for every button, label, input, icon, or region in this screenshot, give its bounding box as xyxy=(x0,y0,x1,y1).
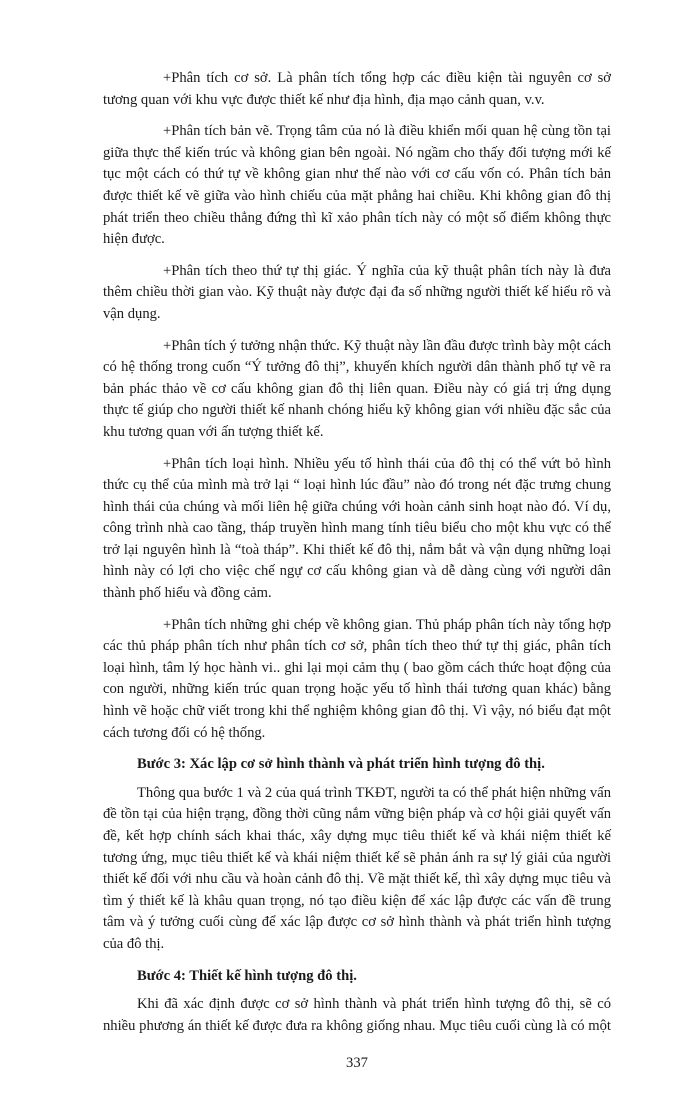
paragraph-space-notes-analysis: +Phân tích những ghi chép về không gian. Thủ pháp phân tích này tổng hợp các thủ pháp phân tích như phân tích cơ sở, phân tích theo thứ tự thị giác, phân tích loại hình, tâm lý học hành vi.. ghi lại mọi cảm thụ ( bao gồm cách thức hoạt động của con người, những kiến trúc quan trọng hoặc yếu tố hình thái tương quan khác) bằng hình vẽ hoặc chữ viết trong khi thể nghiệm không gian đô thị. Vì vậy, nó biểu đạt một cách tương đối có hệ thống. xyxy=(103,616,611,741)
step4-body: Khi đã xác định được cơ sở hình thành và phát triển hình tượng đô thị, sẽ có nhiều phương án thiết kế được đưa ra không giống nhau. Mục tiêu cuối cùng là có một xyxy=(103,996,611,1034)
paragraph-typology-analysis: +Phân tích loại hình. Nhiều yếu tố hình thái của đô thị có thể vứt bỏ hình thức cụ thể của mình mà trở lại “ loại hình lúc đầu” nào đó trong nét đặc trưng chung hình thái của chúng và mối liên hệ giữa chúng với hoàn cảnh sinh hoạt nào đó. Ví dụ, công trình nhà cao tầng, tháp truyền hình mang tính tiêu biểu cho một khu vực có thể trở lại nguyên hình là “toà tháp”. Khi thiết kế đô thị, nắm bắt và vận dụng những loại hình này có lợi cho việc chế ngự cơ cấu không gian và dễ dàng cùng với người dân thành phố hiểu và đồng cảm. xyxy=(103,455,611,602)
paragraph-cognitive-idea-analysis: +Phân tích ý tưởng nhận thức. Kỹ thuật này lần đầu được trình bày một cách có hệ thống trong cuốn “Ý tưởng đô thị”, khuyến khích người dân thành phố tự vẽ ra bản phác thảo về cơ cấu không gian đô thị liên quan. Điều này có giá trị ứng dụng thực tế giúp cho người thiết kế nhanh chóng hiểu kỹ không gian với nhiều đặc sắc của khu tương quan với ấn tượng thiết kế. xyxy=(103,337,611,440)
paragraph-drawing-analysis: +Phân tích bản vẽ. Trọng tâm của nó là điều khiển mối quan hệ cùng tồn tại giữa thực thể kiến trúc và không gian bên ngoài. Nó ngầm cho thấy đối tượng mới kế tục một cách có thứ tự về không gian như thế nào với cơ cấu vốn có. Phân tích bản được thiết kế vẽ giữa vào hình chiếu của mặt phẳng hai chiều. Khi không gian đô thị phát triển theo chiều thẳng đứng thì kĩ xảo phân tích này có một số điểm không thực hiện được. xyxy=(103,123,611,248)
paragraph-visual-sequence-analysis: +Phân tích theo thứ tự thị giác. Ý nghĩa của kỹ thuật phân tích này là đưa thêm chiều thời gian vào. Kỹ thuật này được đại đa số những người thiết kế hiểu rõ và vận dụng. xyxy=(103,262,611,322)
page-number: 337 xyxy=(346,1055,368,1072)
step3-heading: Bước 3: Xác lập cơ sở hình thành và phát triển hình tượng đô thị. xyxy=(137,756,545,773)
step3-body: Thông qua bước 1 và 2 của quá trình TKĐT, người ta có thể phát hiện những vấn đề tồn tại của hiện trạng, đồng thời cũng nắm vững biện pháp và cơ hội giải quyết vấn đề, kết hợp chính sách khai thác, xây dựng mục tiêu thiết kế và khái niệm thiết kế tương ứng, mục tiêu thiết kế và khái niệm thiết kế sẽ phản ánh ra sự lý giải của người thiết kế đối với nhu cầu và hoàn cảnh đô thị. Về mặt thiết kế, thì xây dựng mục tiêu và tìm ý thiết kế là khâu quan trọng, nó tạo điều kiện để xác lập được các vấn đề trung tâm và ý tưởng cuối cùng để xác lập được cơ sở hình thành và phát triển hình tượng của đô thị. xyxy=(103,784,611,952)
step4-heading: Bước 4: Thiết kế hình tượng đô thị. xyxy=(137,967,357,984)
paragraph-base-analysis: +Phân tích cơ sở. Là phân tích tổng hợp các điều kiện tài nguyên cơ sở tương quan với khu vực được thiết kế như địa hình, địa mạo cảnh quan, v.v. xyxy=(103,70,611,108)
page-content xyxy=(103,0,611,1093)
